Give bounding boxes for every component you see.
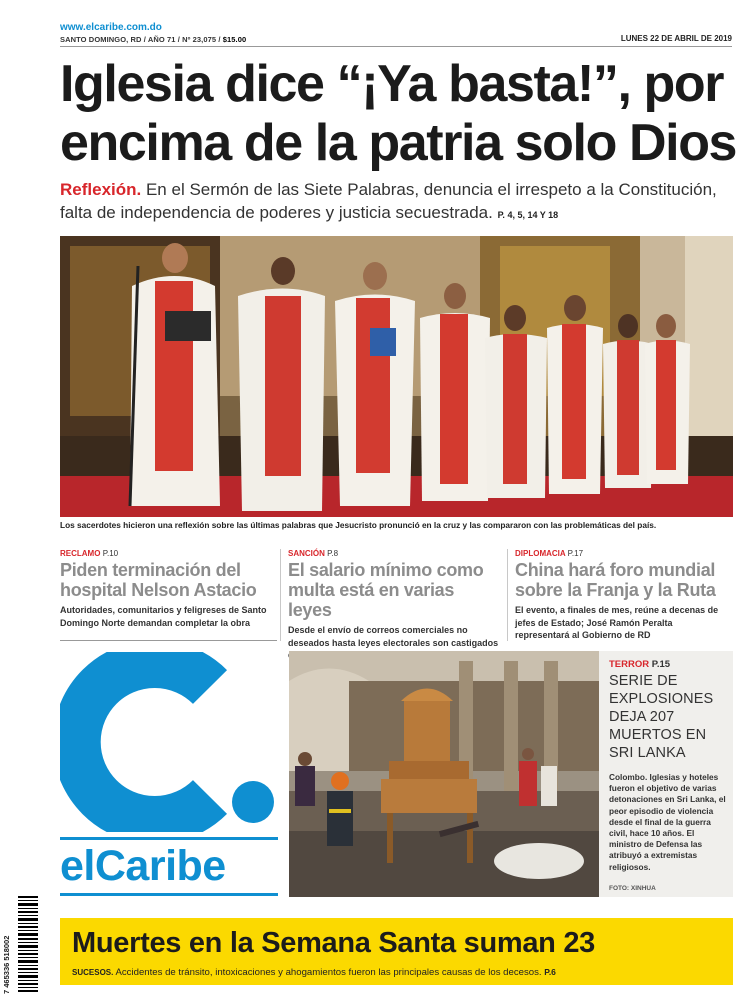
price: $15.00 <box>222 35 247 44</box>
logo-rule-bottom <box>60 893 278 896</box>
lead-photo-caption: Los sacerdotes hicieron una reflexión sobre las últimas palabras que Jesucristo pronunció en la cruz y las compararon con las problemáticas del país. <box>60 520 657 530</box>
lead-kicker: Reflexión. <box>60 180 142 199</box>
column-divider <box>507 549 508 641</box>
terror-headline[interactable]: SERIE DE EXPLOSIONES DEJA 207 MUERTOS EN SRI LANKA <box>609 673 714 761</box>
brief-page: P.17 <box>567 549 584 558</box>
brief-sancion[interactable] <box>288 549 500 662</box>
lead-photo[interactable] <box>60 236 733 517</box>
bottom-story[interactable] <box>60 918 733 985</box>
edition-details: SANTO DOMINGO, RD / AÑO 71 / Nº 23,075 / <box>60 35 221 44</box>
brief-title[interactable]: Piden terminación del hospital Nelson Astacio <box>60 560 257 600</box>
brief-body: Desde el envío de correos comerciales no deseados hasta leyes electorales son castigados <box>288 625 499 648</box>
brief-tag <box>515 549 727 558</box>
terror-tag <box>609 659 727 670</box>
site-url[interactable]: www.elcaribe.com.do <box>60 22 162 33</box>
bottom-page: P.6 <box>544 967 556 977</box>
brief-section: SANCIÓN <box>288 549 325 558</box>
lead-summary <box>60 178 740 227</box>
lead-pages: P. 4, 5, 14 Y 18 <box>497 210 559 220</box>
bottom-headline[interactable]: Muertes en la Semana Santa suman 23 <box>72 927 595 959</box>
terror-body: Colombo. Iglesias y hoteles fueron el objetivo de varias detonaciones en Sri Lanka, el peor episodio de violencia desde el final de la guerra civil, hace 10 años. El ministro de Defensa las atribuyó a extremistas religiosos. <box>609 772 726 872</box>
sri-lanka-photo[interactable] <box>289 651 599 897</box>
brief-body: El evento, a finales de mes, reúne a decenas de jefes de Estado; José Ramón Peralta representará al Gobierno de RD <box>515 605 719 640</box>
bottom-kicker: SUCESOS. <box>72 968 114 977</box>
brief-section: RECLAMO <box>60 549 101 558</box>
brief-title[interactable]: El salario mínimo como multa está en varias leyes <box>288 560 484 620</box>
brief-reclamo[interactable] <box>60 549 272 629</box>
lead-headline[interactable]: Iglesia dice “¡Ya basta!”, por encima de la patria solo Dios <box>60 55 737 172</box>
brief-page: P.10 <box>102 549 119 558</box>
top-divider <box>60 46 732 47</box>
lead-summary-text: En el Sermón de las Siete Palabras, denuncia el irrespeto a la Constitución, falta de independencia de poderes y justicia secuestrada. <box>60 180 717 222</box>
logo-wordmark: elCaribe <box>60 842 226 890</box>
column-divider <box>280 549 281 641</box>
brief-title[interactable]: China hará foro mundial sobre la Franja y la Ruta <box>515 560 716 600</box>
brief-tag <box>288 549 500 558</box>
terror-page: P.15 <box>651 659 671 670</box>
logo-top-divider <box>60 640 277 641</box>
barcode-number: 7 465336 518002 <box>2 935 11 994</box>
church-explosion-photo-illustration <box>289 651 599 897</box>
brief-tag <box>60 549 272 558</box>
issue-date: LUNES 22 DE ABRIL DE 2019 <box>620 34 732 43</box>
bottom-summary-text: Accidentes de tránsito, intoxicaciones y ahogamientos fueron las principales causas de los decesos. <box>113 967 542 978</box>
brief-section: DIPLOMACIA <box>515 549 566 558</box>
brief-page: P.8 <box>327 549 339 558</box>
priests-photo-illustration <box>60 236 733 517</box>
terror-section: TERROR <box>609 659 650 670</box>
elcaribe-logo[interactable] <box>60 650 278 900</box>
edition-info <box>60 35 246 44</box>
logo-c-mark-icon <box>60 652 278 832</box>
brief-body: Autoridades, comunitarios y feligreses de Santo Domingo Norte demandan completar la obra <box>60 605 267 628</box>
bottom-summary <box>72 967 556 978</box>
brief-diplomacia[interactable] <box>515 549 727 642</box>
terror-story[interactable] <box>599 651 733 897</box>
photo-credit: FOTO: XINHUA <box>609 884 656 892</box>
